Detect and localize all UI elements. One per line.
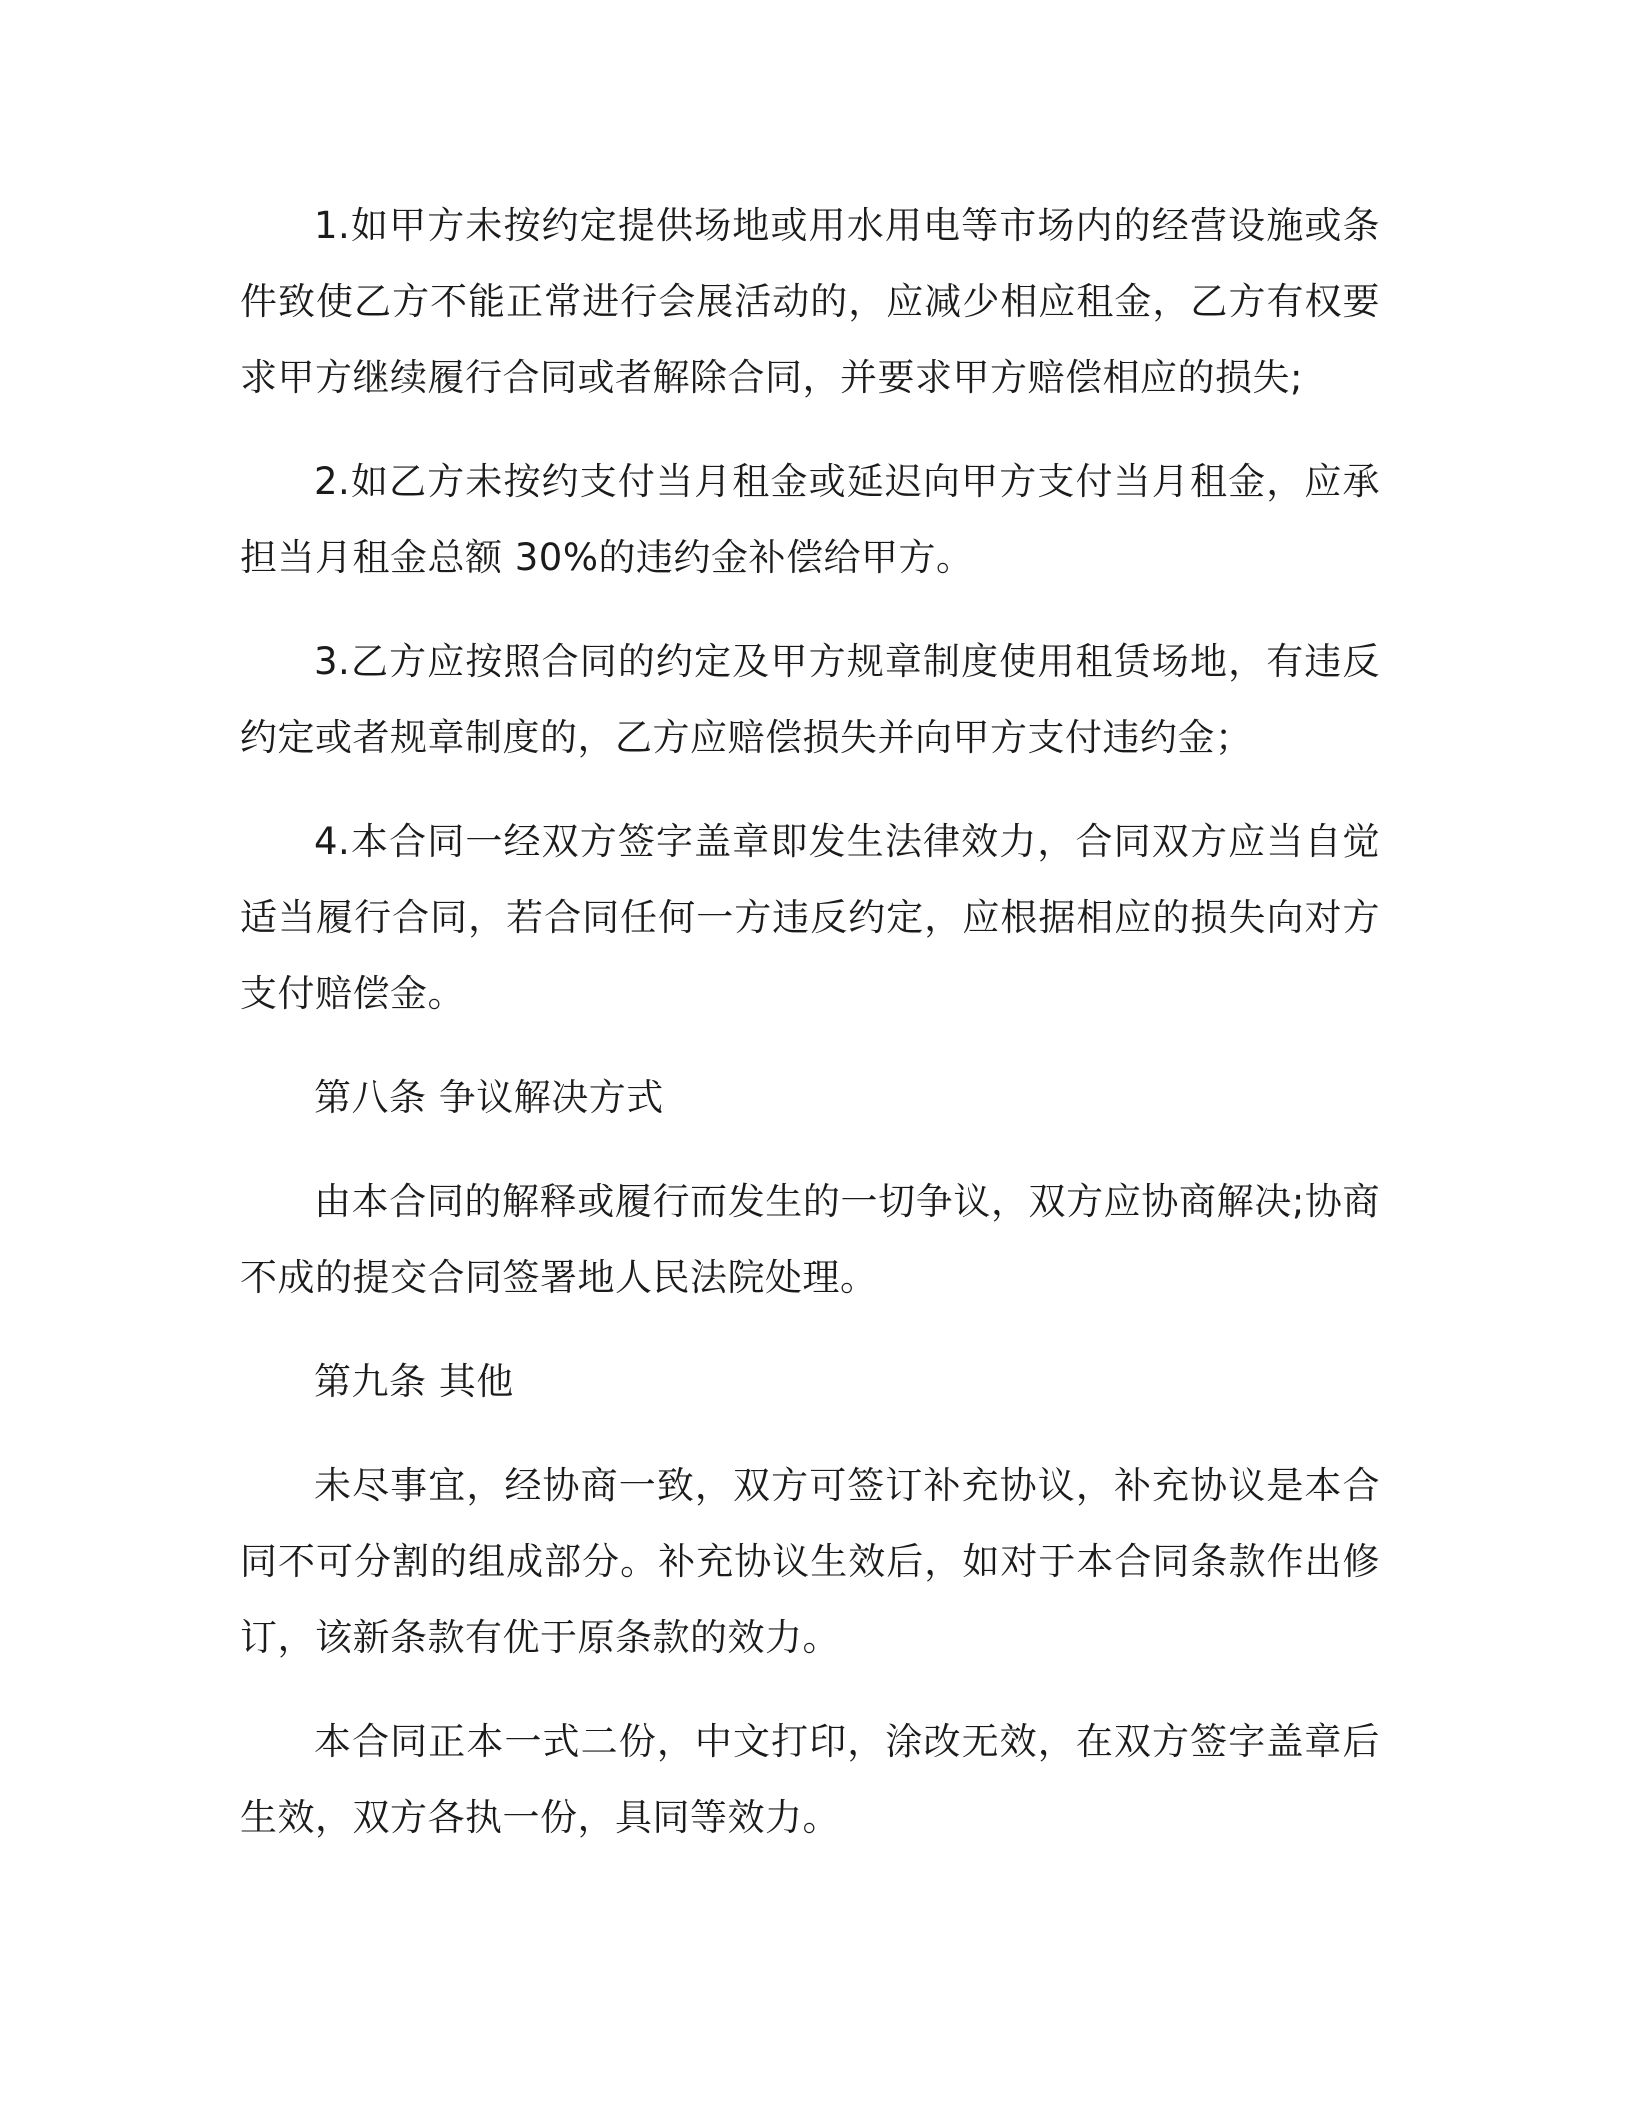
clause-item-2: 2.如乙方未按约支付当月租金或延迟向甲方支付当月租金，应承担当月租金总额 30%的违约金补偿给甲方。 bbox=[240, 460, 1380, 579]
article-9-heading: 第九条 其他 bbox=[314, 1360, 514, 1403]
clause-item-3: 3.乙方应按照合同的约定及甲方规章制度使用租赁场地，有违反约定或者规章制度的，乙方应赔偿损失并向甲方支付违约金； bbox=[240, 640, 1380, 759]
clause-item-1: 1.如甲方未按约定提供场地或用水用电等市场内的经营设施或条件致使乙方不能正常进行会展活动的，应减少相应租金，乙方有权要求甲方继续履行合同或者解除合同，并要求甲方赔偿相应的损失; bbox=[240, 204, 1380, 399]
article-9-body-2: 本合同正本一式二份，中文打印，涂改无效，在双方签字盖章后生效，双方各执一份，具同等效力。 bbox=[240, 1720, 1380, 1839]
clause-item-4: 4.本合同一经双方签字盖章即发生法律效力，合同双方应当自觉适当履行合同，若合同任何一方违反约定，应根据相应的损失向对方支付赔偿金。 bbox=[240, 820, 1380, 1015]
article-8-heading: 第八条 争议解决方式 bbox=[314, 1076, 664, 1119]
article-9-body-1: 未尽事宜，经协商一致，双方可签订补充协议，补充协议是本合同不可分割的组成部分。补充协议生效后，如对于本合同条款作出修订，该新条款有优于原条款的效力。 bbox=[240, 1464, 1380, 1659]
article-8-body: 由本合同的解释或履行而发生的一切争议，双方应协商解决;协商不成的提交合同签署地人民法院处理。 bbox=[240, 1180, 1380, 1299]
document-body bbox=[240, 188, 1380, 1884]
